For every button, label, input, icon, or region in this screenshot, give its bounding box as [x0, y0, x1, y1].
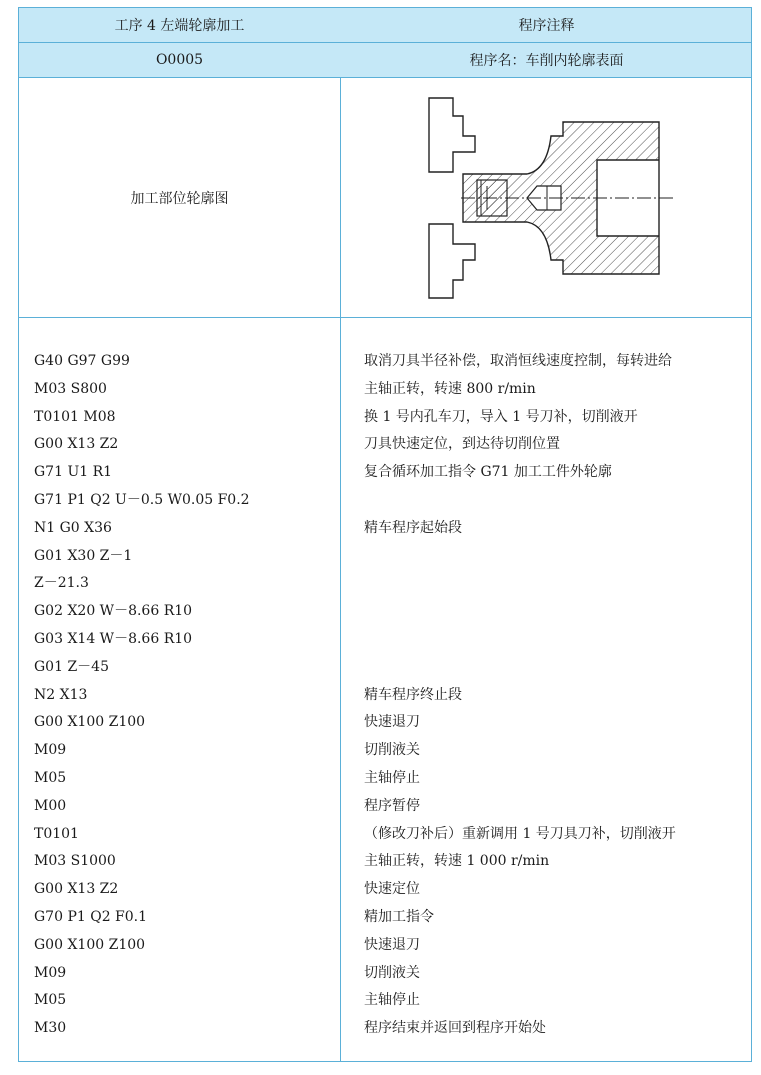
comment-line: 程序暂停 [364, 797, 420, 814]
comment-line: 主轴正转，转速 800 r/min [364, 380, 536, 397]
comment-line: （修改刀补后）重新调用 1 号刀具刀补，切削液开 [364, 825, 676, 842]
comment-line: 精加工指令 [364, 908, 434, 925]
program-number: O0005 [155, 52, 204, 68]
code-line: T0101 [34, 825, 79, 842]
comment-line: 切削液关 [364, 742, 420, 759]
code-line: M30 [34, 1020, 67, 1037]
comment-line [364, 598, 744, 626]
code-line: G00 X13 Z2 [34, 436, 119, 453]
code-line: M05 [34, 769, 67, 786]
code-line: M05 [34, 992, 67, 1009]
code-line: M09 [34, 964, 67, 981]
code-line: M03 S800 [34, 380, 107, 397]
code-line: T0101 M08 [34, 408, 116, 425]
program-row [19, 43, 751, 78]
figure-label: 加工部位轮廓图 [130, 190, 229, 207]
comment-line: 主轴停止 [364, 992, 420, 1009]
comment-line: 切削液关 [364, 964, 420, 981]
comment-line: 精车程序终止段 [364, 686, 462, 703]
figure-row [19, 78, 751, 318]
comment-line: 刀具快速定位，到达待切削位置 [364, 436, 560, 453]
code-line: M00 [34, 797, 67, 814]
code-line: G01 X30 Z－1 [34, 547, 133, 564]
code-line: N2 X13 [34, 686, 88, 703]
header-process: 工序 4 左端轮廓加工 [114, 18, 245, 34]
comment-line [364, 487, 744, 515]
comment-line: 精车程序起始段 [364, 519, 462, 536]
comment-line: 复合循环加工指令 G71 加工工件外轮廓 [364, 464, 612, 481]
comment-line: 换 1 号内孔车刀，导入 1 号刀补，切削液开 [364, 408, 638, 425]
comment-line: 快速退刀 [364, 936, 420, 953]
code-line: G02 X20 W－8.66 R10 [34, 603, 193, 620]
code-line: G71 P1 Q2 U－0.5 W0.05 F0.2 [34, 491, 250, 508]
code-line: G40 G97 G99 [34, 353, 130, 369]
comment-line: 程序结束并返回到程序开始处 [364, 1020, 546, 1037]
code-line: G01 Z－45 [34, 658, 109, 675]
comment-line: 快速退刀 [364, 714, 420, 731]
code-line: G71 U1 R1 [34, 464, 113, 481]
code-line: G00 X100 Z100 [34, 936, 146, 953]
code-line: M09 [34, 742, 67, 759]
comment-column [364, 348, 744, 1043]
part-profile-drawing [341, 78, 752, 318]
comment-line: 取消刀具半径补偿，取消恒线速度控制，每转进给 [364, 353, 672, 369]
code-line: N1 G0 X36 [34, 519, 112, 536]
code-line: G00 X100 Z100 [34, 714, 146, 731]
chuck-jaw-top [429, 98, 475, 172]
code-line: G00 X13 Z2 [34, 881, 119, 898]
program-table [18, 7, 752, 1062]
comment-line: 主轴正转，转速 1 000 r/min [364, 853, 550, 870]
comment-line [364, 543, 744, 571]
code-line: M03 S1000 [34, 853, 116, 870]
comment-line [364, 626, 744, 654]
header-row [19, 8, 751, 43]
code-line: Z－21.3 [34, 575, 89, 592]
comment-line: 主轴停止 [364, 769, 420, 786]
code-line: G70 P1 Q2 F0.1 [34, 908, 148, 925]
chuck-jaw-bottom [429, 224, 475, 298]
code-line: G03 X14 W－8.66 R10 [34, 630, 193, 647]
comment-line: 快速定位 [364, 881, 420, 898]
comment-line [364, 570, 744, 598]
program-name: 程序名：车削内轮廓表面 [469, 53, 624, 69]
code-row [19, 318, 751, 1061]
header-comment: 程序注释 [518, 18, 575, 34]
code-column [34, 348, 334, 1043]
comment-line [364, 654, 744, 682]
